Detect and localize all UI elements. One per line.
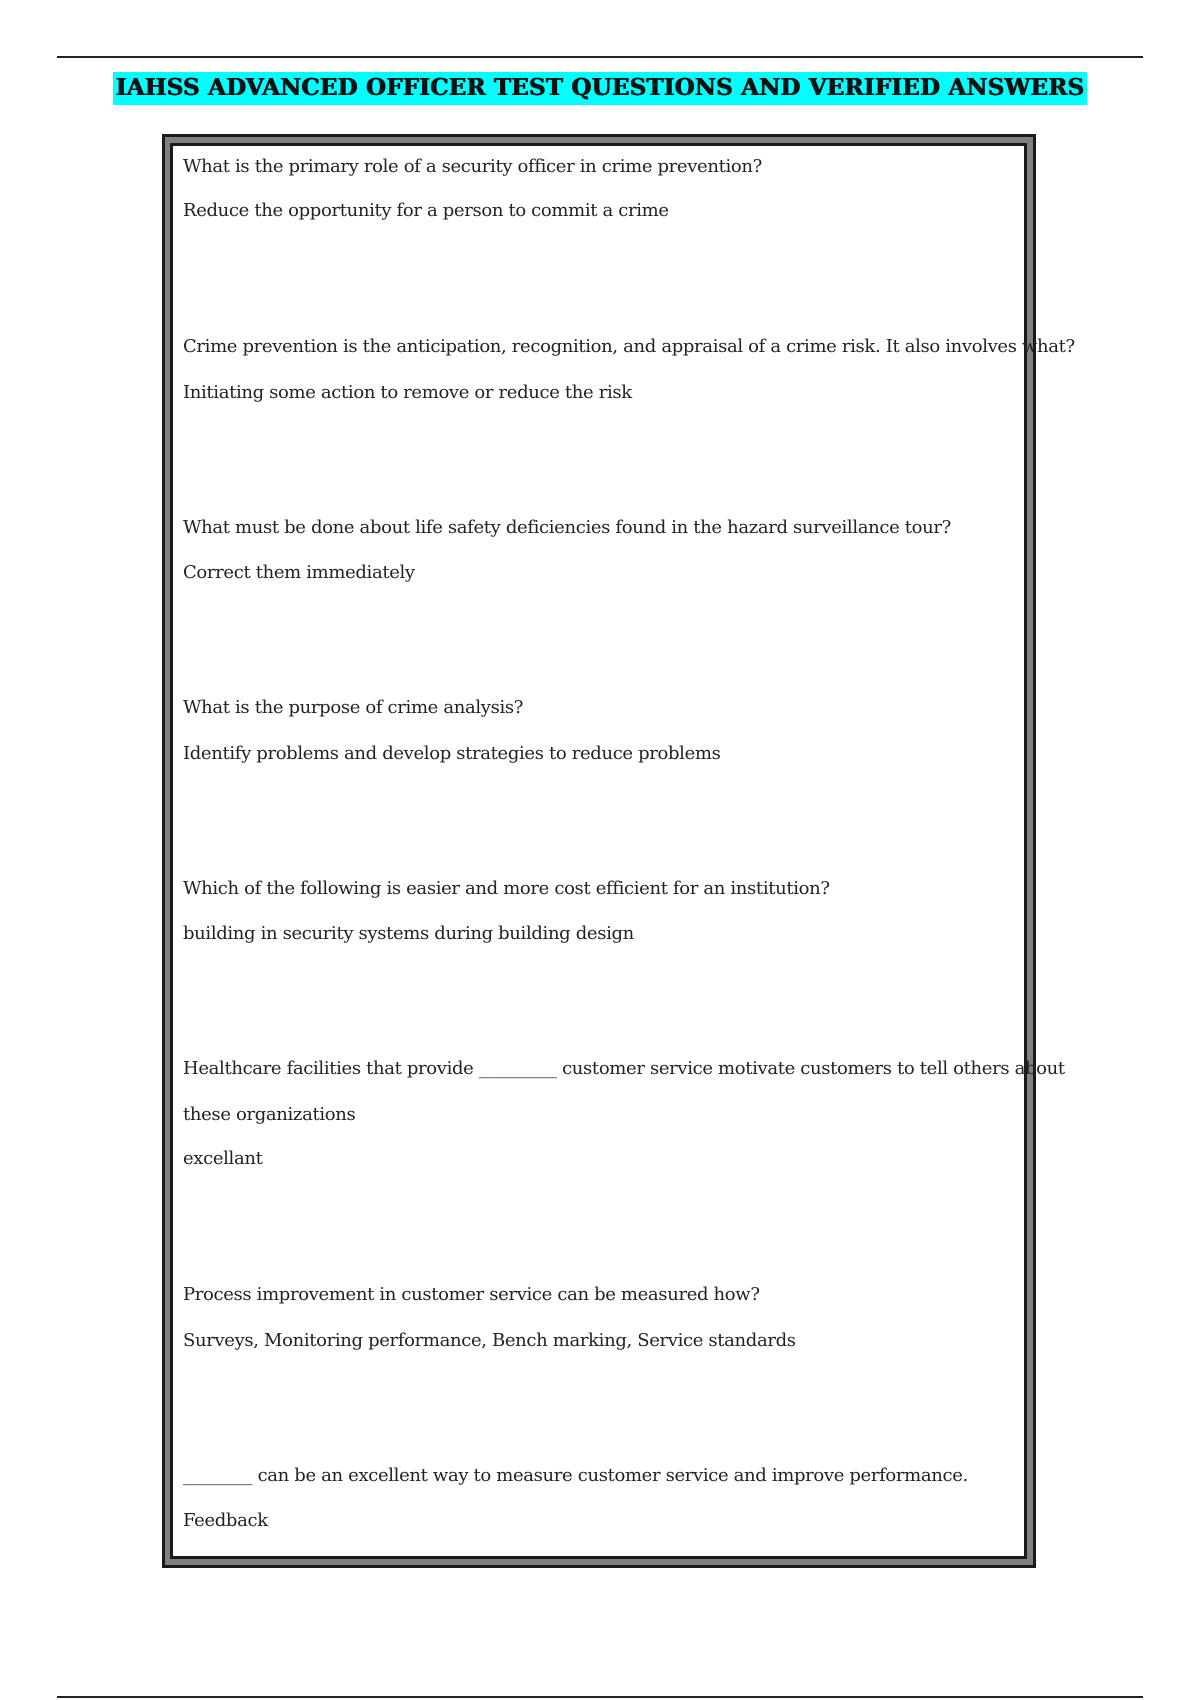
document-title: IAHSS ADVANCED OFFICER TEST QUESTIONS AND VERIFIED ANSWERS xyxy=(113,72,1088,105)
question-text: Healthcare facilities that provide _________ customer service motivate customers to tell others about xyxy=(183,1058,1065,1079)
question-text: Process improvement in customer service can be measured how? xyxy=(183,1284,760,1305)
question-text: Which of the following is easier and more cost efficient for an institution? xyxy=(183,878,830,899)
answer-text: excellant xyxy=(183,1148,263,1169)
answer-text: Correct them immediately xyxy=(183,562,415,583)
header-rule xyxy=(57,56,1143,58)
answer-text: Surveys, Monitoring performance, Bench marking, Service standards xyxy=(183,1330,796,1351)
question-text-continued: these organizations xyxy=(183,1104,356,1125)
question-text: What must be done about life safety deficiencies found in the hazard surveillance tour? xyxy=(183,517,951,538)
question-text: What is the purpose of crime analysis? xyxy=(183,697,524,718)
answer-text: Identify problems and develop strategies to reduce problems xyxy=(183,743,721,764)
question-text: ________ can be an excellent way to measure customer service and improve performance. xyxy=(183,1465,968,1486)
answer-text: Reduce the opportunity for a person to commit a crime xyxy=(183,200,669,221)
qa-frame xyxy=(162,134,1075,1568)
footer-rule xyxy=(57,1696,1143,1698)
qa-panel xyxy=(170,143,1075,1559)
answer-text: building in security systems during building design xyxy=(183,923,634,944)
question-text: What is the primary role of a security officer in crime prevention? xyxy=(183,156,762,177)
answer-text: Initiating some action to remove or reduce the risk xyxy=(183,382,632,403)
answer-text: Feedback xyxy=(183,1510,268,1531)
question-text: Crime prevention is the anticipation, recognition, and appraisal of a crime risk. It also involves what? xyxy=(183,336,1075,357)
title-container xyxy=(0,72,1200,105)
